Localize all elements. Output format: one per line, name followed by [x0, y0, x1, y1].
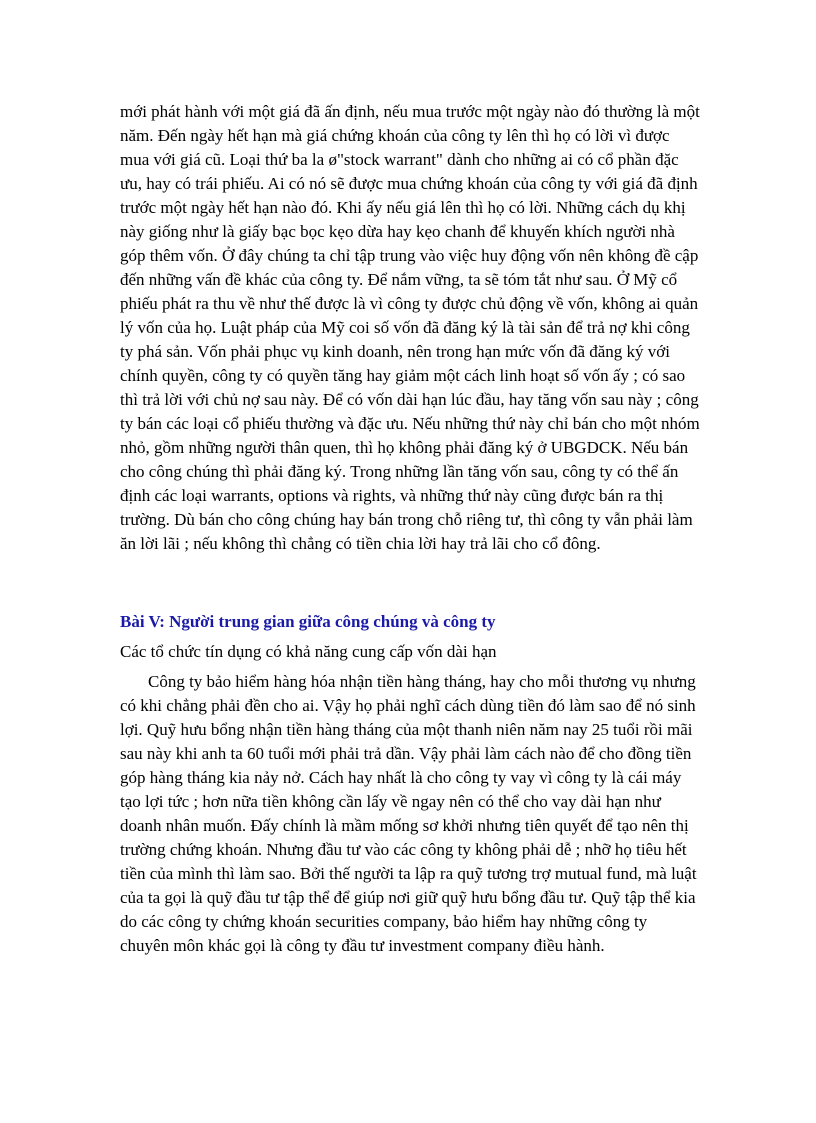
section-heading: Bài V: Người trung gian giữa công chúng và công ty	[120, 612, 496, 631]
document-page	[120, 100, 700, 958]
body-paragraph: Công ty bảo hiểm hàng hóa nhận tiền hàng tháng, hay cho mỗi thương vụ nhưng có khi chẳng phải đền cho ai. Vậy họ phải nghĩ cách dùng tiền đó làm sao để nó sinh lợi. Quỹ hưu bổng nhận tiền hàng tháng của một thanh niên năm nay 25 tuổi rồi mãi sau này khi anh ta 60 tuổi mới phải trả dần. Vậy phải làm cách nào để cho đồng tiền góp hàng tháng kia nảy nở. Cách hay nhất là cho công ty vay vì công ty là cái máy tạo lợi tức ; hơn nữa tiền không cần lấy về ngay nên có thể cho vay dài hạn như doanh nhân muốn. Đấy chính là mầm mống sơ khởi nhưng tiên quyết để tạo nên thị trường chứng khoán. Nhưng đầu tư vào các công ty không phải dễ ; nhỡ họ tiêu hết tiền của mình thì làm sao. Bởi thế người ta lập ra quỹ tương trợ mutual fund, mà luật của ta gọi là quỹ đầu tư tập thể để giúp nơi giữ quỹ hưu bổng đầu tư. Quỹ tập thể kia do các công ty chứng khoán securities company, bảo hiểm hay những công ty chuyên môn khác gọi là công ty đầu tư investment company điều hành.	[120, 672, 697, 955]
subsection-heading: Các tổ chức tín dụng có khả năng cung cấp vốn dài hạn	[120, 642, 497, 661]
body-paragraph-continued: mới phát hành với một giá đã ấn định, nếu mua trước một ngày nào đó thường là một năm. Đến ngày hết hạn mà giá chứng khoán của công ty lên thì họ có lời vì được mua với giá cũ. Loại thứ ba la ø"stock warrant" dành cho những ai có cổ phần đặc ưu, hay có trái phiếu. Ai có nó sẽ được mua chứng khoán của công ty với giá đã định trước một ngày hết hạn nào đó. Khi ấy nếu giá lên thì họ có lời. Những cách dụ khị này giống như là giấy bạc bọc kẹo dừa hay kẹo chanh để khuyến khích người nhà góp thêm vốn. Ở đây chúng ta chỉ tập trung vào việc huy động vốn nên không đề cập đến những vấn đề khác của công ty. Để nắm vững, ta sẽ tóm tắt như sau. Ở Mỹ cổ phiếu phát ra thu về như thế được là vì công ty được chủ động về vốn, không ai quản lý vốn của họ. Luật pháp của Mỹ coi số vốn đã đăng ký là tài sản để trả nợ khi công ty phá sản. Vốn phải phục vụ kinh doanh, nên trong hạn mức vốn đã đăng ký với chính quyền, công ty có quyền tăng hay giảm một cách linh hoạt số vốn ấy ; có sao thì trả lời với chủ nợ sau này. Để có vốn dài hạn lúc đầu, hay tăng vốn sau này ; công ty bán các loại cổ phiếu thường và đặc ưu. Nếu những thứ này chỉ bán cho một nhóm nhỏ, gồm những người thân quen, thì họ không phải đăng ký ở UBGDCK. Nếu bán cho công chúng thì phải đăng ký. Trong những lần tăng vốn sau, công ty có thể ấn định các loại warrants, options và rights, và những thứ này cũng được bán ra thị trường. Dù bán cho công chúng hay bán trong chỗ riêng tư, thì công ty vẫn phải làm ăn lời lãi ; nếu không thì chẳng có tiền chia lời hay trả lãi cho cổ đông.	[120, 102, 700, 553]
